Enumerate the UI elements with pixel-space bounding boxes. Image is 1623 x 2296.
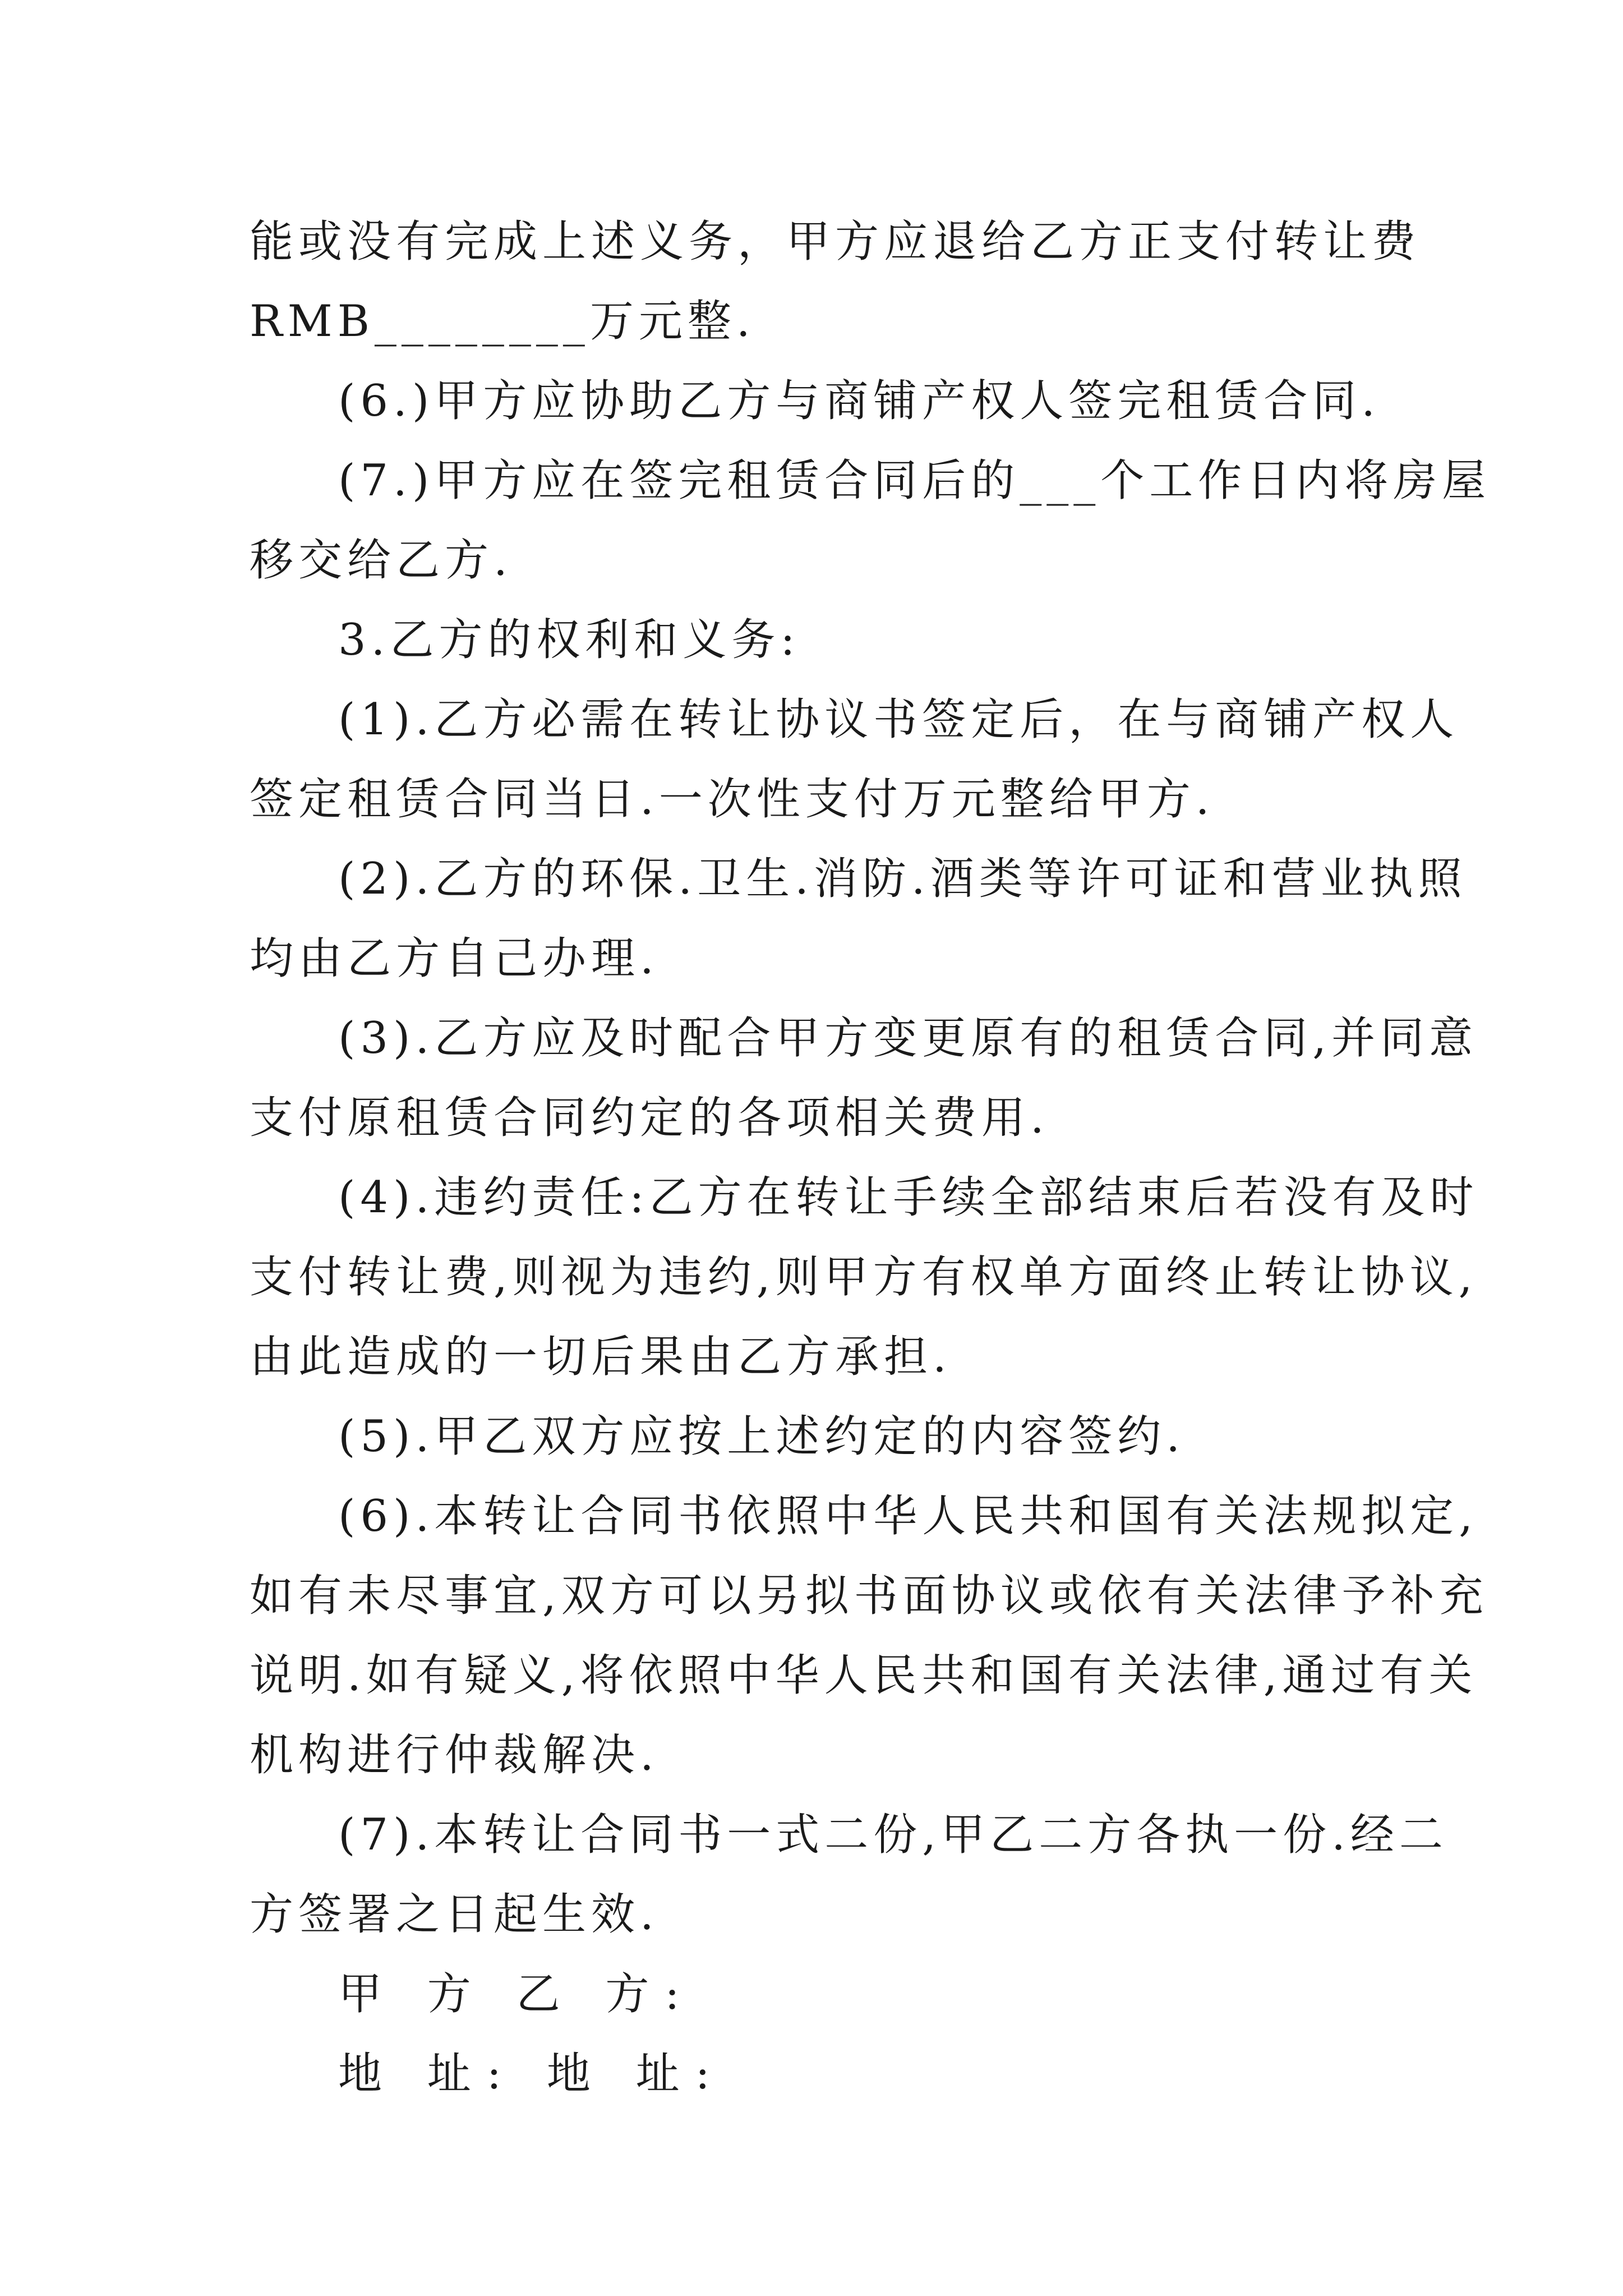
clause-7b-line: (7).本转让合同书一式二份,甲乙二方各执一份.经二 [338,1810,1448,1860]
paragraph-line: 移交给乙方. [250,535,513,586]
paragraph-line: 支付原租赁合同约定的各项相关费用. [250,1093,1049,1143]
clause-7-line: (7.)甲方应在签完租赁合同后的___个工作日内将房屋 [338,455,1491,506]
clause-5-line: (5).甲乙双方应按上述约定的内容签约. [338,1411,1186,1462]
document-body [250,202,1491,2114]
clause-6-line: (6.)甲方应协助乙方与商铺产权人签完租赁合同. [338,376,1381,426]
clause-1-line: (1).乙方必需在转让协议书签定后，在与商铺产权人 [338,694,1459,745]
paragraph-line: 由此造成的一切后果由乙方承担. [250,1332,952,1382]
clause-4-line: (4).违约责任:乙方在转让手续全部结束后若没有及时 [338,1172,1479,1223]
address-signature-line: 地 址: 地 址: [338,2049,726,2099]
paragraph-line: 说明.如有疑义,将依照中华人民共和国有关法律,通过有关 [250,1650,1478,1701]
party-signature-line: 甲 方 乙 方: [338,1969,695,2019]
paragraph-line: 如有未尽事宜,双方可以另拟书面协议或依有关法律予补充 [250,1571,1488,1621]
paragraph-line: RMB________万元整. [250,296,755,347]
section-heading: 3.乙方的权利和义务: [338,615,800,665]
clause-2-line: (2).乙方的环保.卫生.消防.酒类等许可证和营业执照 [338,854,1467,904]
paragraph-line: 能或没有完成上述义务，甲方应退给乙方正支付转让费 [250,217,1421,267]
paragraph-line: 方签署之日起生效. [250,1889,659,1940]
clause-6b-line: (6).本转让合同书依照中华人民共和国有关法规拟定, [338,1491,1478,1542]
paragraph-line: 均由乙方自己办理. [250,933,659,984]
paragraph-line: 机构进行仲裁解决. [250,1730,659,1780]
paragraph-line: 支付转让费,则视为违约,则甲方有权单方面终止转让协议, [250,1252,1478,1303]
clause-3-line: (3).乙方应及时配合甲方变更原有的租赁合同,并同意 [338,1013,1478,1064]
paragraph-line: 签定租赁合同当日.一次性支付万元整给甲方. [250,774,1215,825]
